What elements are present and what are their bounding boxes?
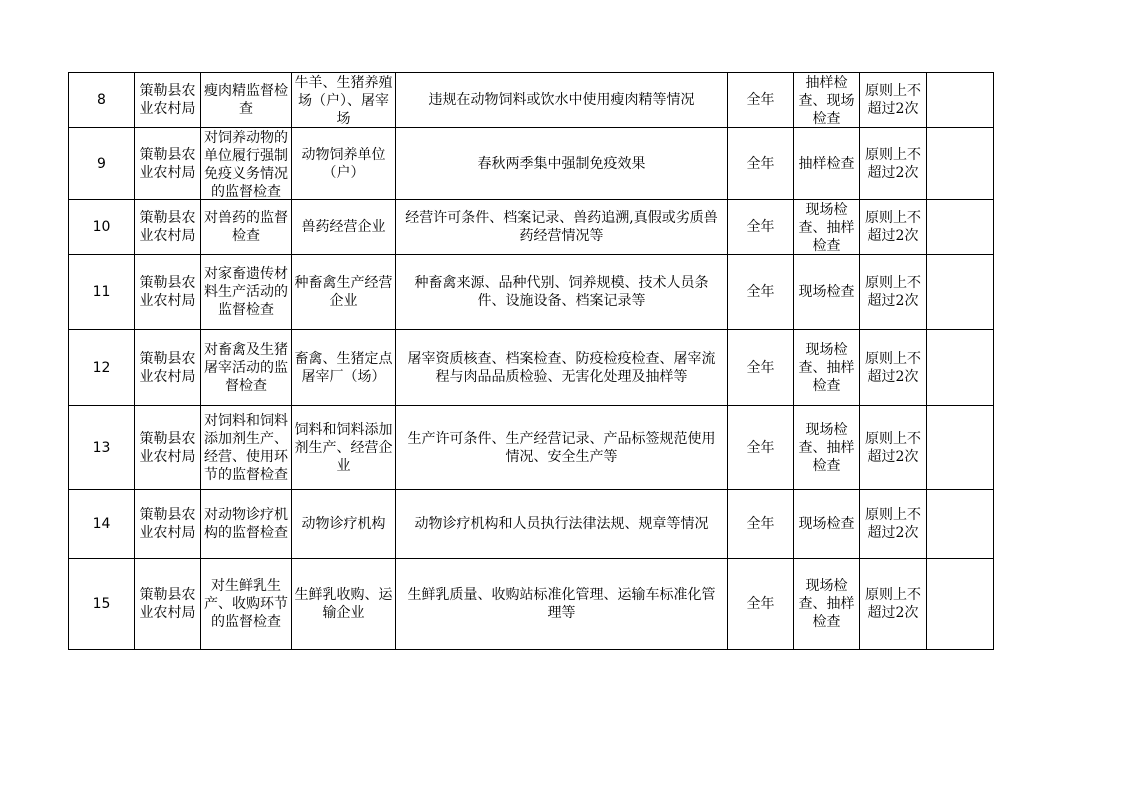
inspection-frequency-cell: 原则上不超过2次 — [860, 330, 927, 406]
note-cell — [927, 255, 994, 330]
table-row — [69, 73, 994, 128]
row-number-cell: 10 — [69, 200, 135, 255]
inspection-target-cell: 生鲜乳收购、运输企业 — [292, 559, 396, 650]
row-number-cell: 13 — [69, 406, 135, 490]
inspection-period-cell: 全年 — [728, 200, 794, 255]
inspection-method-cell: 现场检查、抽样检查 — [794, 406, 860, 490]
inspection-method-cell: 现场检查、抽样检查 — [794, 330, 860, 406]
inspection-content-cell: 生鲜乳质量、收购站标准化管理、运输车标准化管理等 — [396, 559, 728, 650]
table-row — [69, 128, 994, 200]
inspection-frequency-cell: 原则上不超过2次 — [860, 406, 927, 490]
inspection-frequency-cell: 原则上不超过2次 — [860, 255, 927, 330]
department-cell: 策勒县农业农村局 — [135, 330, 201, 406]
inspection-frequency-cell: 原则上不超过2次 — [860, 490, 927, 559]
inspection-item-cell: 对动物诊疗机构的监督检查 — [201, 490, 292, 559]
table-row — [69, 200, 994, 255]
table-row — [69, 330, 994, 406]
note-cell — [927, 406, 994, 490]
table-row — [69, 559, 994, 650]
inspection-item-cell: 对畜禽及生猪屠宰活动的监督检查 — [201, 330, 292, 406]
inspection-content-cell: 种畜禽来源、品种代别、饲养规模、技术人员条件、设施设备、档案记录等 — [396, 255, 728, 330]
inspection-target-cell: 畜禽、生猪定点屠宰厂（场） — [292, 330, 396, 406]
row-number-cell: 8 — [69, 73, 135, 128]
inspection-item-cell: 瘦肉精监督检查 — [201, 73, 292, 128]
inspection-content-cell: 经营许可条件、档案记录、兽药追溯,真假或劣质兽药经营情况等 — [396, 200, 728, 255]
inspection-frequency-cell: 原则上不超过2次 — [860, 128, 927, 200]
inspection-period-cell: 全年 — [728, 128, 794, 200]
inspection-method-cell: 现场检查、抽样检查 — [794, 559, 860, 650]
inspection-period-cell: 全年 — [728, 490, 794, 559]
row-number-cell: 12 — [69, 330, 135, 406]
inspection-period-cell: 全年 — [728, 559, 794, 650]
table-body — [69, 73, 994, 650]
inspection-method-cell: 抽样检查 — [794, 128, 860, 200]
note-cell — [927, 490, 994, 559]
inspection-content-cell: 春秋两季集中强制免疫效果 — [396, 128, 728, 200]
inspection-target-cell: 饲料和饲料添加剂生产、经营企业 — [292, 406, 396, 490]
inspection-target-cell: 种畜禽生产经营企业 — [292, 255, 396, 330]
department-cell: 策勒县农业农村局 — [135, 128, 201, 200]
note-cell — [927, 200, 994, 255]
table-row — [69, 490, 994, 559]
inspection-period-cell: 全年 — [728, 406, 794, 490]
inspection-frequency-cell: 原则上不超过2次 — [860, 559, 927, 650]
inspection-target-cell: 兽药经营企业 — [292, 200, 396, 255]
inspection-item-cell: 对饲养动物的单位履行强制免疫义务情况的监督检查 — [201, 128, 292, 200]
inspection-frequency-cell: 原则上不超过2次 — [860, 73, 927, 128]
note-cell — [927, 128, 994, 200]
inspection-content-cell: 屠宰资质核查、档案检查、防疫检疫检查、屠宰流程与肉品品质检验、无害化处理及抽样等 — [396, 330, 728, 406]
row-number-cell: 11 — [69, 255, 135, 330]
inspection-frequency-cell: 原则上不超过2次 — [860, 200, 927, 255]
inspection-target-cell: 牛羊、生猪养殖场（户）、屠宰场 — [292, 73, 396, 128]
inspection-plan-table — [68, 72, 994, 650]
inspection-target-cell: 动物诊疗机构 — [292, 490, 396, 559]
inspection-content-cell: 生产许可条件、生产经营记录、产品标签规范使用情况、安全生产等 — [396, 406, 728, 490]
inspection-period-cell: 全年 — [728, 330, 794, 406]
note-cell — [927, 73, 994, 128]
department-cell: 策勒县农业农村局 — [135, 490, 201, 559]
row-number-cell: 14 — [69, 490, 135, 559]
department-cell: 策勒县农业农村局 — [135, 406, 201, 490]
table-row — [69, 406, 994, 490]
inspection-period-cell: 全年 — [728, 255, 794, 330]
department-cell: 策勒县农业农村局 — [135, 73, 201, 128]
inspection-method-cell: 现场检查 — [794, 490, 860, 559]
department-cell: 策勒县农业农村局 — [135, 255, 201, 330]
inspection-item-cell: 对兽药的监督检查 — [201, 200, 292, 255]
note-cell — [927, 559, 994, 650]
inspection-item-cell: 对家畜遗传材料生产活动的监督检查 — [201, 255, 292, 330]
inspection-content-cell: 动物诊疗机构和人员执行法律法规、规章等情况 — [396, 490, 728, 559]
inspection-period-cell: 全年 — [728, 73, 794, 128]
inspection-item-cell: 对生鲜乳生产、收购环节的监督检查 — [201, 559, 292, 650]
department-cell: 策勒县农业农村局 — [135, 200, 201, 255]
table-row — [69, 255, 994, 330]
inspection-content-cell: 违规在动物饲料或饮水中使用瘦肉精等情况 — [396, 73, 728, 128]
department-cell: 策勒县农业农村局 — [135, 559, 201, 650]
row-number-cell: 9 — [69, 128, 135, 200]
inspection-method-cell: 现场检查、抽样检查 — [794, 200, 860, 255]
inspection-target-cell: 动物饲养单位（户） — [292, 128, 396, 200]
inspection-method-cell: 抽样检查、现场检查 — [794, 73, 860, 128]
row-number-cell: 15 — [69, 559, 135, 650]
note-cell — [927, 330, 994, 406]
inspection-method-cell: 现场检查 — [794, 255, 860, 330]
inspection-item-cell: 对饲料和饲料添加剂生产、经营、使用环节的监督检查 — [201, 406, 292, 490]
